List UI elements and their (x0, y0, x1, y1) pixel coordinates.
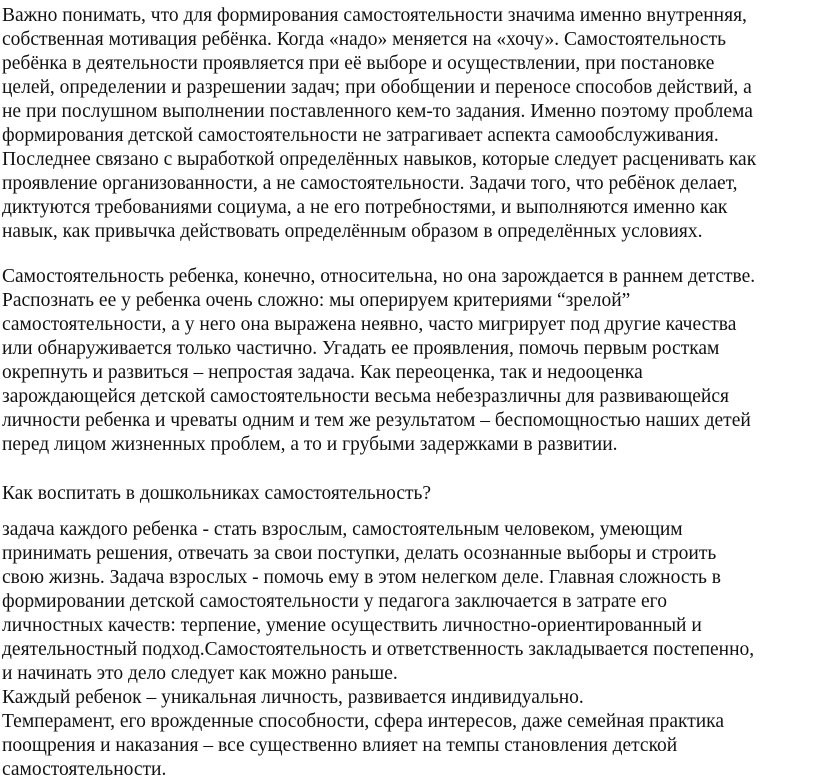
text-line: деятельностный подход.Самостоятельность и ответственность закладывается постепенно, (2, 639, 755, 660)
text-line: поощрения и наказания – все существенно влияет на темпы становления детской (2, 735, 678, 756)
text-line: диктуются требованиями социума, а не его потребностями, и выполняются именно как (2, 197, 728, 218)
text-line: личности ребенка и чреваты одним и тем же результатом – беспомощностью наших детей (2, 410, 751, 431)
text-line: личностных качеств: терпение, умение осуществить личностно-ориентированный и (2, 615, 702, 636)
text-line: формирования детской самостоятельности не затрагивает аспекта самообслуживания. (2, 125, 719, 146)
text-line: Важно понимать, что для формирования самостоятельности значима именно внутренняя, (2, 5, 747, 26)
text-line: не при послушном выполнении поставленного кем-то задания. Именно поэтому проблема (2, 101, 753, 122)
text-line: самостоятельности, а у него она выражена неявно, часто мигрирует под другие качества (2, 314, 737, 335)
text-line: принимать решения, отвечать за свои поступки, делать осознанные выборы и строить (2, 543, 717, 564)
text-line: навык, как привычка действовать определённым образом в определённых условиях. (2, 221, 703, 242)
text-line: перед лицом жизненных проблем, а то и грубыми задержками в развитии. (2, 434, 618, 455)
text-line: самостоятельности. (2, 759, 167, 780)
text-line: и начинать это дело следует как можно раньше. (2, 663, 398, 684)
text-line: зарождающейся детской самостоятельности весьма небезразличны для развивающейся (2, 386, 729, 407)
text-line: задача каждого ребенка - стать взрослым, самостоятельным человеком, умеющим (2, 519, 683, 540)
text-line: проявление организованности, а не самостоятельности. Задачи того, что ребёнок делает, (2, 173, 738, 194)
text-line: Каждый ребенок – уникальная личность, развивается индивидуально. (2, 687, 584, 708)
text-line: Последнее связано с выработкой определённых навыков, которые следует расценивать как (2, 149, 757, 170)
text-line: окрепнуть и развиться – непростая задача. Как переоценка, так и недооценка (2, 362, 643, 383)
section-heading: Как воспитать в дошкольниках самостоятельность? (2, 483, 432, 504)
text-line: Распознать ее у ребенка очень сложно: мы оперируем критериями “зрелой” (2, 290, 631, 311)
text-line: собственная мотивация ребёнка. Когда «надо» меняется на «хочу». Самостоятельность (2, 29, 727, 50)
text-line: Самостоятельность ребенка, конечно, относительна, но она зарождается в раннем детстве. (2, 266, 756, 287)
text-line: или обнаруживается только частично. Угадать ее проявления, помочь первым росткам (2, 338, 720, 359)
text-line: формировании детской самостоятельности у педагога заключается в затрате его (2, 591, 667, 612)
text-line: ребёнка в деятельности проявляется при её выборе и осуществлении, при постановке (2, 53, 715, 74)
text-line: Темперамент, его врожденные способности, сфера интересов, даже семейная практика (2, 711, 724, 732)
text-line: целей, определении и разрешении задач; при обобщении и переносе способов действий, а (2, 77, 752, 98)
text-line: свою жизнь. Задача взрослых - помочь ему в этом нелегком деле. Главная сложность в (2, 567, 721, 588)
